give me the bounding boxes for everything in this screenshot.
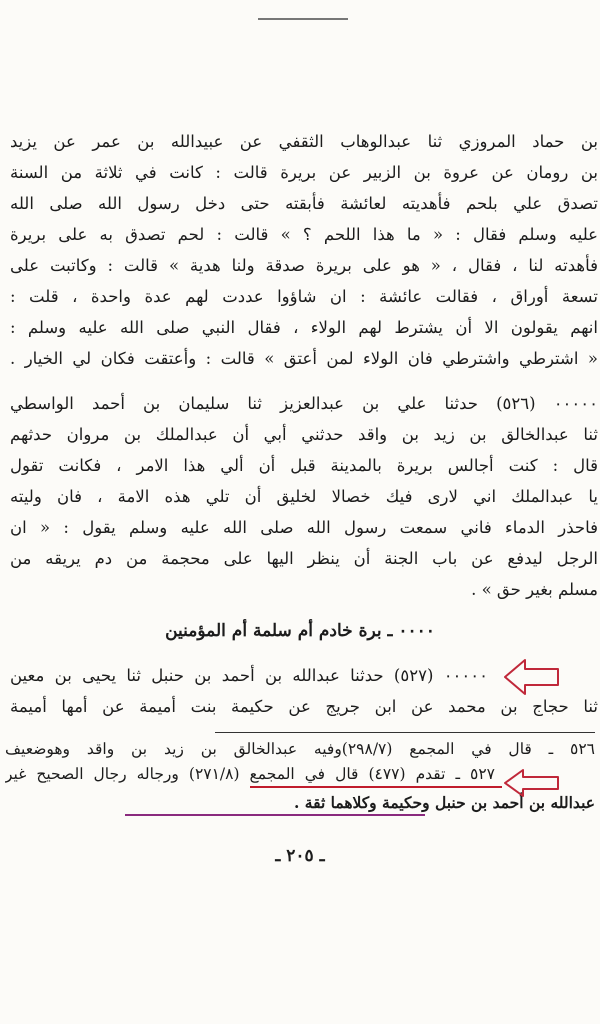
text-line: قال : كنت أجالس بريرة بالمدينة قبل أن ألي هذا الامر ، فكانت تقول bbox=[10, 456, 598, 475]
paragraph-hadith-527 bbox=[10, 660, 488, 691]
section-heading: ٠٠٠٠ ـ برة خادم أم سلمة أم المؤمنين bbox=[165, 621, 435, 641]
footnote-separator bbox=[215, 732, 595, 733]
text-line: انهم يقولون الا أن يشترط لهم الولاء ، فقال النبي صلى الله عليه وسلم : bbox=[10, 318, 598, 337]
text-line: فأهدته لنا ، فقال ، « هو على بريرة صدقة ولنا هدية » قالت : وكاتبت على bbox=[10, 256, 598, 275]
footnotes bbox=[5, 737, 595, 762]
text-line: تسعة أوراق ، فقالت عائشة : ان شاؤوا عددت لهم عدة واحدة ، قلت : bbox=[10, 287, 598, 306]
footnote-527-block bbox=[5, 762, 495, 787]
left-arrow-icon bbox=[503, 657, 561, 697]
top-rule bbox=[258, 18, 348, 20]
footnote-527: ٥٢٧ ـ تقدم (٤٧٧) قال في المجمع (٢٧١/٨) ورجاله رجال الصحيح غير bbox=[5, 765, 495, 783]
paragraph-hadith-525 bbox=[10, 126, 598, 374]
paragraph-hadith-526 bbox=[10, 388, 598, 605]
text-line: فاحذر الدماء فاني سمعت رسول الله صلى الله عليه وسلم يقول : « ان bbox=[10, 518, 598, 537]
text-line: ٠٠٠٠٠ (٥٢٧) حدثنا عبدالله بن أحمد بن حنبل ثنا يحيى بن معين bbox=[10, 666, 488, 685]
text-line: الرجل ليدفع عن باب الجنة أن ينظر اليها على محجمة من دم يريقه من bbox=[10, 549, 598, 568]
text-line: « اشترطي واشترطي فان الولاء لمن أعتق » قالت : وأعتقت فكان لي الخيار . bbox=[10, 349, 598, 368]
text-line: ثنا حجاج بن محمد عن ابن جريج عن حكيمة بنت أميمة عن أمها أميمة bbox=[10, 697, 598, 716]
text-line: مسلم بغير حق » . bbox=[471, 580, 598, 599]
footnote-527-cont: عبدالله بن أحمد بن حنبل وحكيمة وكلاهما ثقة . bbox=[294, 793, 595, 812]
text-line: بن حماد المروزي ثنا عبدالوهاب الثقفي عن عبيدالله بن عمر عن يزيد bbox=[10, 132, 598, 151]
text-line: تصدق علي بلحم فأهديته لعائشة فأبقته حتى دخل رسول الله صلى الله bbox=[10, 194, 598, 213]
text-line: عليه وسلم فقال : « ما هذا اللحم ؟ » قالت : لحم تصدق به على بريرة bbox=[10, 225, 598, 244]
page-number: ـ ٢٠٥ ـ bbox=[275, 846, 325, 866]
footnote-526: ٥٢٦ ـ قال في المجمع (٢٩٨/٧)وفيه عبدالخالق بن زيد بن واقد وهوضعيف bbox=[5, 740, 595, 758]
text-line: بن رومان عن عروة بن الزبير عن بريرة قالت : كانت في ثلاثة من السنة bbox=[10, 163, 598, 182]
text-line: يا عبدالملك اني لارى فيك خصالا لخليق أن تلي هذه الامة ، فان وليته bbox=[10, 487, 598, 506]
red-underline bbox=[250, 786, 502, 788]
text-line: ٠٠٠٠٠ (٥٢٦) حدثنا علي بن عبدالعزيز ثنا سليمان بن أحمد الواسطي bbox=[10, 394, 598, 413]
left-arrow-icon bbox=[503, 768, 561, 798]
purple-underline bbox=[125, 814, 425, 816]
text-line: ثنا عبدالخالق بن زيد بن واقد حدثني أبي أن عبدالملك بن مروان حدثهم bbox=[10, 425, 598, 444]
